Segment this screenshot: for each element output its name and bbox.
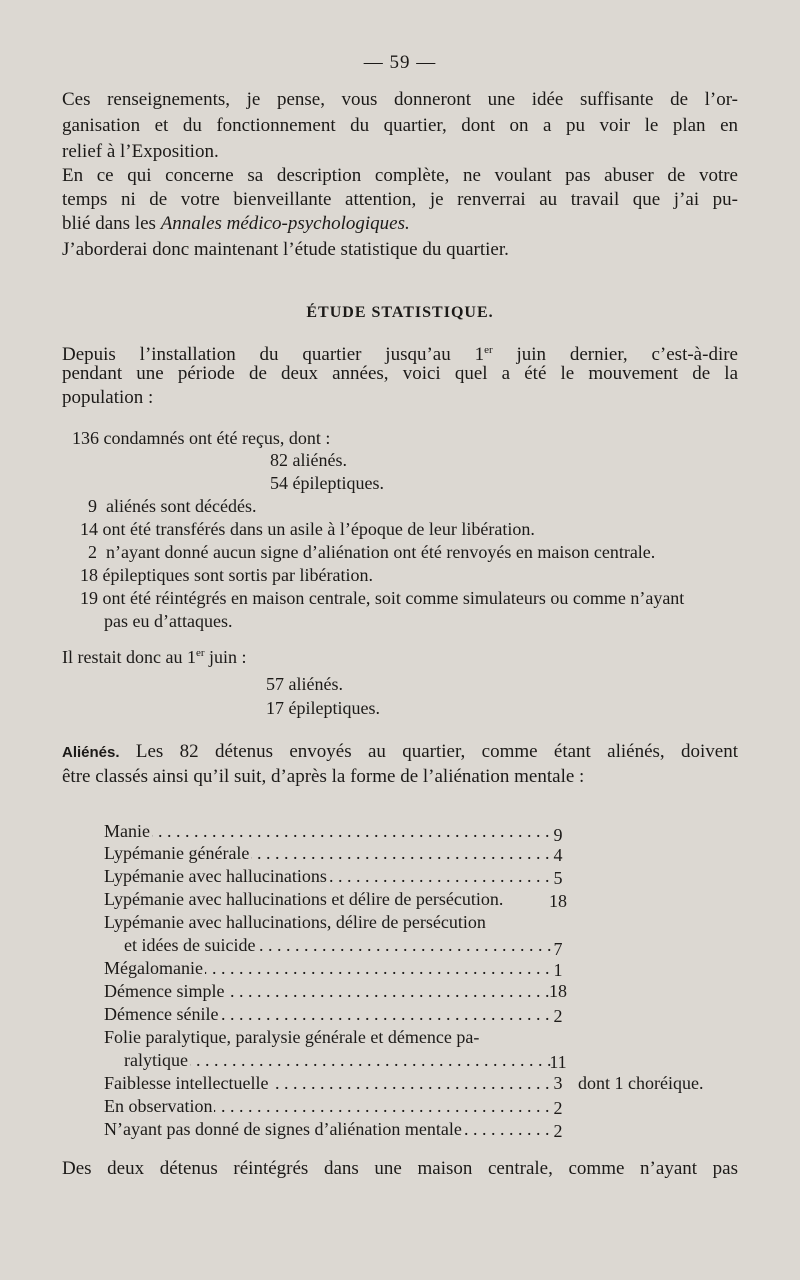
remaining-epileptiques: 17 épileptiques. <box>266 698 380 718</box>
intro-line-2: ganisation et du fonctionnement du quartier, dont on a pu voir le plan en <box>62 115 738 136</box>
remaining-label-b: juin : <box>204 647 247 667</box>
journal-title: Annales médico-psychologiques. <box>160 213 410 234</box>
class-row-value: 7 <box>553 939 563 959</box>
movement-num: 19 <box>80 588 98 608</box>
class-row-label: ralytique . . . <box>124 1049 554 1071</box>
stats-intro-line-2: pendant une période de deux années, voici quel a été le mouvement de la <box>62 363 738 384</box>
alienes-lead: Aliénés. <box>62 744 120 761</box>
class-row-label: Folie paralytique, paralysie générale et démence pa- <box>104 1027 480 1047</box>
movement-num: 14 <box>80 519 98 539</box>
movement-num: 136 <box>72 428 99 448</box>
movement-text: ont été transférés dans un asile à l’époque de leur libération. <box>102 519 535 539</box>
class-row-value: 4 <box>553 845 563 865</box>
stats-intro-line-1a: Depuis l’installation du quartier jusqu’au 1 <box>62 344 485 365</box>
class-row-label: Lypémanie générale . . . <box>104 842 554 864</box>
movement-item <box>80 518 535 540</box>
intro-line-1: Ces renseignements, je pense, vous donneront une idée suffisante de l’or- <box>62 89 738 110</box>
class-row-label: Manie . . . <box>104 820 554 842</box>
movement-text: épileptiques. <box>292 473 384 493</box>
page-number: — 59 — <box>363 52 437 73</box>
class-row-value: 3 <box>553 1073 563 1093</box>
movement-text: aliénés. <box>292 450 347 470</box>
class-row-label: N’ayant pas donné de signes d’aliénation mentale . . . <box>104 1118 554 1140</box>
class-row-label: Démence simple . . . <box>104 980 554 1002</box>
class-row-value: 2 <box>553 1098 563 1118</box>
stats-intro-line-3: population : <box>62 387 154 408</box>
remaining-label-a: Il restait donc au 1 <box>62 647 196 667</box>
intro-line-4: En ce qui concerne sa description complète, ne voulant pas abuser de votre <box>62 165 738 186</box>
movement-item <box>80 564 373 586</box>
movement-text: n’ayant donné aucun signe d’aliénation ont été renvoyés en maison centrale. <box>106 542 656 562</box>
class-row-label: Lypémanie avec hallucinations, délire de persécution <box>104 912 486 932</box>
movement-item <box>270 472 384 494</box>
movement-item-continued: pas eu d’attaques. <box>104 611 233 631</box>
intro-line-6-text: blié dans les <box>62 213 161 234</box>
class-row-value: 1 <box>553 960 563 980</box>
movement-item <box>80 587 684 609</box>
movement-text: condamnés ont été reçus, dont : <box>103 428 331 448</box>
intro-line-5: temps ni de votre bienveillante attention, je renverrai au travail que j’ai pu- <box>62 189 738 210</box>
class-row-value: 2 <box>553 1006 563 1026</box>
remaining-alienes: 57 aliénés. <box>266 674 343 694</box>
stats-intro-line-1b: juin dernier, c’est-à-dire <box>492 344 738 365</box>
movement-text: aliénés sont décédés. <box>106 496 257 516</box>
remaining-label-sup: er <box>195 647 205 659</box>
movement-item <box>88 541 655 563</box>
class-row-value: 11 <box>549 1052 567 1072</box>
class-row-label: Faiblesse intellectuelle . . . <box>104 1072 554 1094</box>
movement-num: 2 <box>88 542 97 562</box>
class-row-note: dont 1 choréique. <box>578 1073 704 1093</box>
section-heading: ÉTUDE STATISTIQUE. <box>306 304 494 321</box>
class-row-value: 5 <box>553 868 563 888</box>
closing-line: Des deux détenus réintégrés dans une maison centrale, comme n’ayant pas <box>62 1158 738 1179</box>
movement-item <box>72 427 330 449</box>
intro-line-6 <box>62 213 410 235</box>
class-row-label: Mégalomanie . . . <box>104 957 554 979</box>
class-row-value: 2 <box>553 1121 563 1141</box>
class-row-label: et idées de suicide . . . <box>124 934 554 956</box>
movement-text: épileptiques sont sortis par libération. <box>102 565 373 585</box>
class-row-value: 18 <box>549 891 567 911</box>
alienes-line-2: être classés ainsi qu’il suit, d’après la forme de l’aliénation mentale : <box>62 766 585 787</box>
movement-item <box>88 495 256 517</box>
class-row-label: Lypémanie avec hallucinations et délire de persécution. <box>104 889 504 909</box>
intro-line-7: J’aborderai donc maintenant l’étude statistique du quartier. <box>62 239 509 260</box>
class-row-value: 9 <box>553 825 563 845</box>
remaining-label <box>62 642 247 668</box>
class-row-label: Lypémanie avec hallucinations . . . <box>104 865 554 887</box>
movement-num: 54 <box>270 473 288 493</box>
movement-text: ont été réintégrés en maison centrale, soit comme simulateurs ou comme n’ayant <box>102 588 685 608</box>
alienes-line-1-text: Les 82 détenus envoyés au quartier, comme étant aliénés, doivent <box>119 741 738 762</box>
class-row-label: En observation . . . <box>104 1095 554 1117</box>
stats-intro-sup: er <box>484 344 493 356</box>
movement-item <box>270 449 347 471</box>
movement-num: 82 <box>270 450 288 470</box>
stats-intro-line-1 <box>62 339 738 366</box>
movement-num: 9 <box>88 496 97 516</box>
class-row-label: Démence sénile . . . <box>104 1003 554 1025</box>
alienes-line-1 <box>62 741 738 764</box>
intro-line-3: relief à l’Exposition. <box>62 141 219 162</box>
movement-num: 18 <box>80 565 98 585</box>
class-row-value: 18 <box>549 981 567 1001</box>
